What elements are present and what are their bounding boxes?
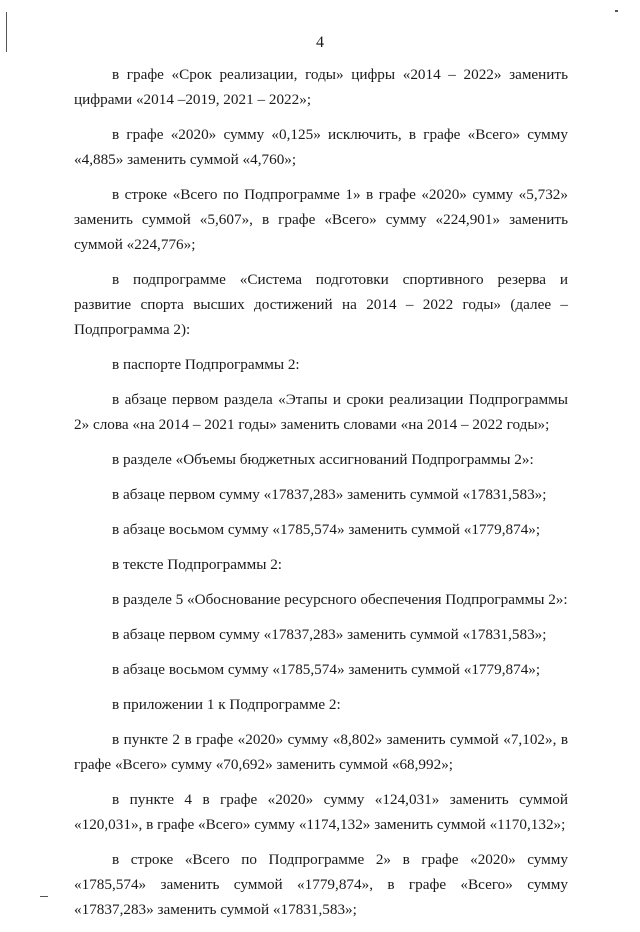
paragraph-5: в паспорте Подпрограммы 2: — [112, 356, 300, 373]
paragraph-16: в пункте 4 в графе «2020» сумму «124,031» заменить суммой «120,031», в графе «Всего» сумму «1174,132» заменить суммой «1170,132»; — [74, 791, 568, 833]
page-number: 4 — [316, 34, 324, 51]
paragraph-17: в строке «Всего по Подпрограмме 2» в графе «2020» сумму «1785,574» заменить суммой «1779,874», в графе «Всего» сумму «17837,283» заменить суммой «17831,583»; — [74, 851, 568, 918]
paragraph-15: в пункте 2 в графе «2020» сумму «8,802» заменить суммой «7,102», в графе «Всего» сумму «70,692» заменить суммой «68,992»; — [74, 731, 568, 773]
document-body — [74, 62, 568, 932]
paragraph-11: в разделе 5 «Обоснование ресурсного обеспечения Подпрограммы 2»: — [112, 591, 568, 608]
paragraph-13: в абзаце восьмом сумму «1785,574» заменить суммой «1779,874»; — [112, 661, 541, 678]
paragraph-2: в графе «2020» сумму «0,125» исключить, в графе «Всего» сумму «4,885» заменить суммой «4,760»; — [74, 126, 568, 168]
paragraph-9: в абзаце восьмом сумму «1785,574» заменить суммой «1779,874»; — [112, 521, 541, 538]
paragraph-1: в графе «Срок реализации, годы» цифры «2014 – 2022» заменить цифрами «2014 –2019, 2021 – 2022»; — [74, 66, 568, 108]
scan-artifact-bottom-left — [40, 896, 48, 897]
paragraph-8: в абзаце первом сумму «17837,283» заменить суммой «17831,583»; — [112, 486, 547, 503]
paragraph-4: в подпрограмме «Система подготовки спортивного резерва и развитие спорта высших достижений на 2014 – 2022 годы» (далее – Подпрограмма 2): — [74, 271, 568, 338]
paragraph-10: в тексте Подпрограммы 2: — [112, 556, 283, 573]
paragraph-7: в разделе «Объемы бюджетных ассигнований Подпрограммы 2»: — [112, 451, 534, 468]
paragraph-12: в абзаце первом сумму «17837,283» заменить суммой «17831,583»; — [112, 626, 547, 643]
scan-artifact-top-right — [615, 10, 618, 12]
paragraph-3: в строке «Всего по Подпрограмме 1» в графе «2020» сумму «5,732» заменить суммой «5,607», в графе «Всего» сумму «224,901» заменить суммой «224,776»; — [74, 186, 568, 253]
paragraph-6: в абзаце первом раздела «Этапы и сроки реализации Подпрограммы 2» слова «на 2014 – 2021 годы» заменить словами «на 2014 – 2022 годы»; — [74, 391, 568, 433]
paragraph-14: в приложении 1 к Подпрограмме 2: — [112, 696, 341, 713]
